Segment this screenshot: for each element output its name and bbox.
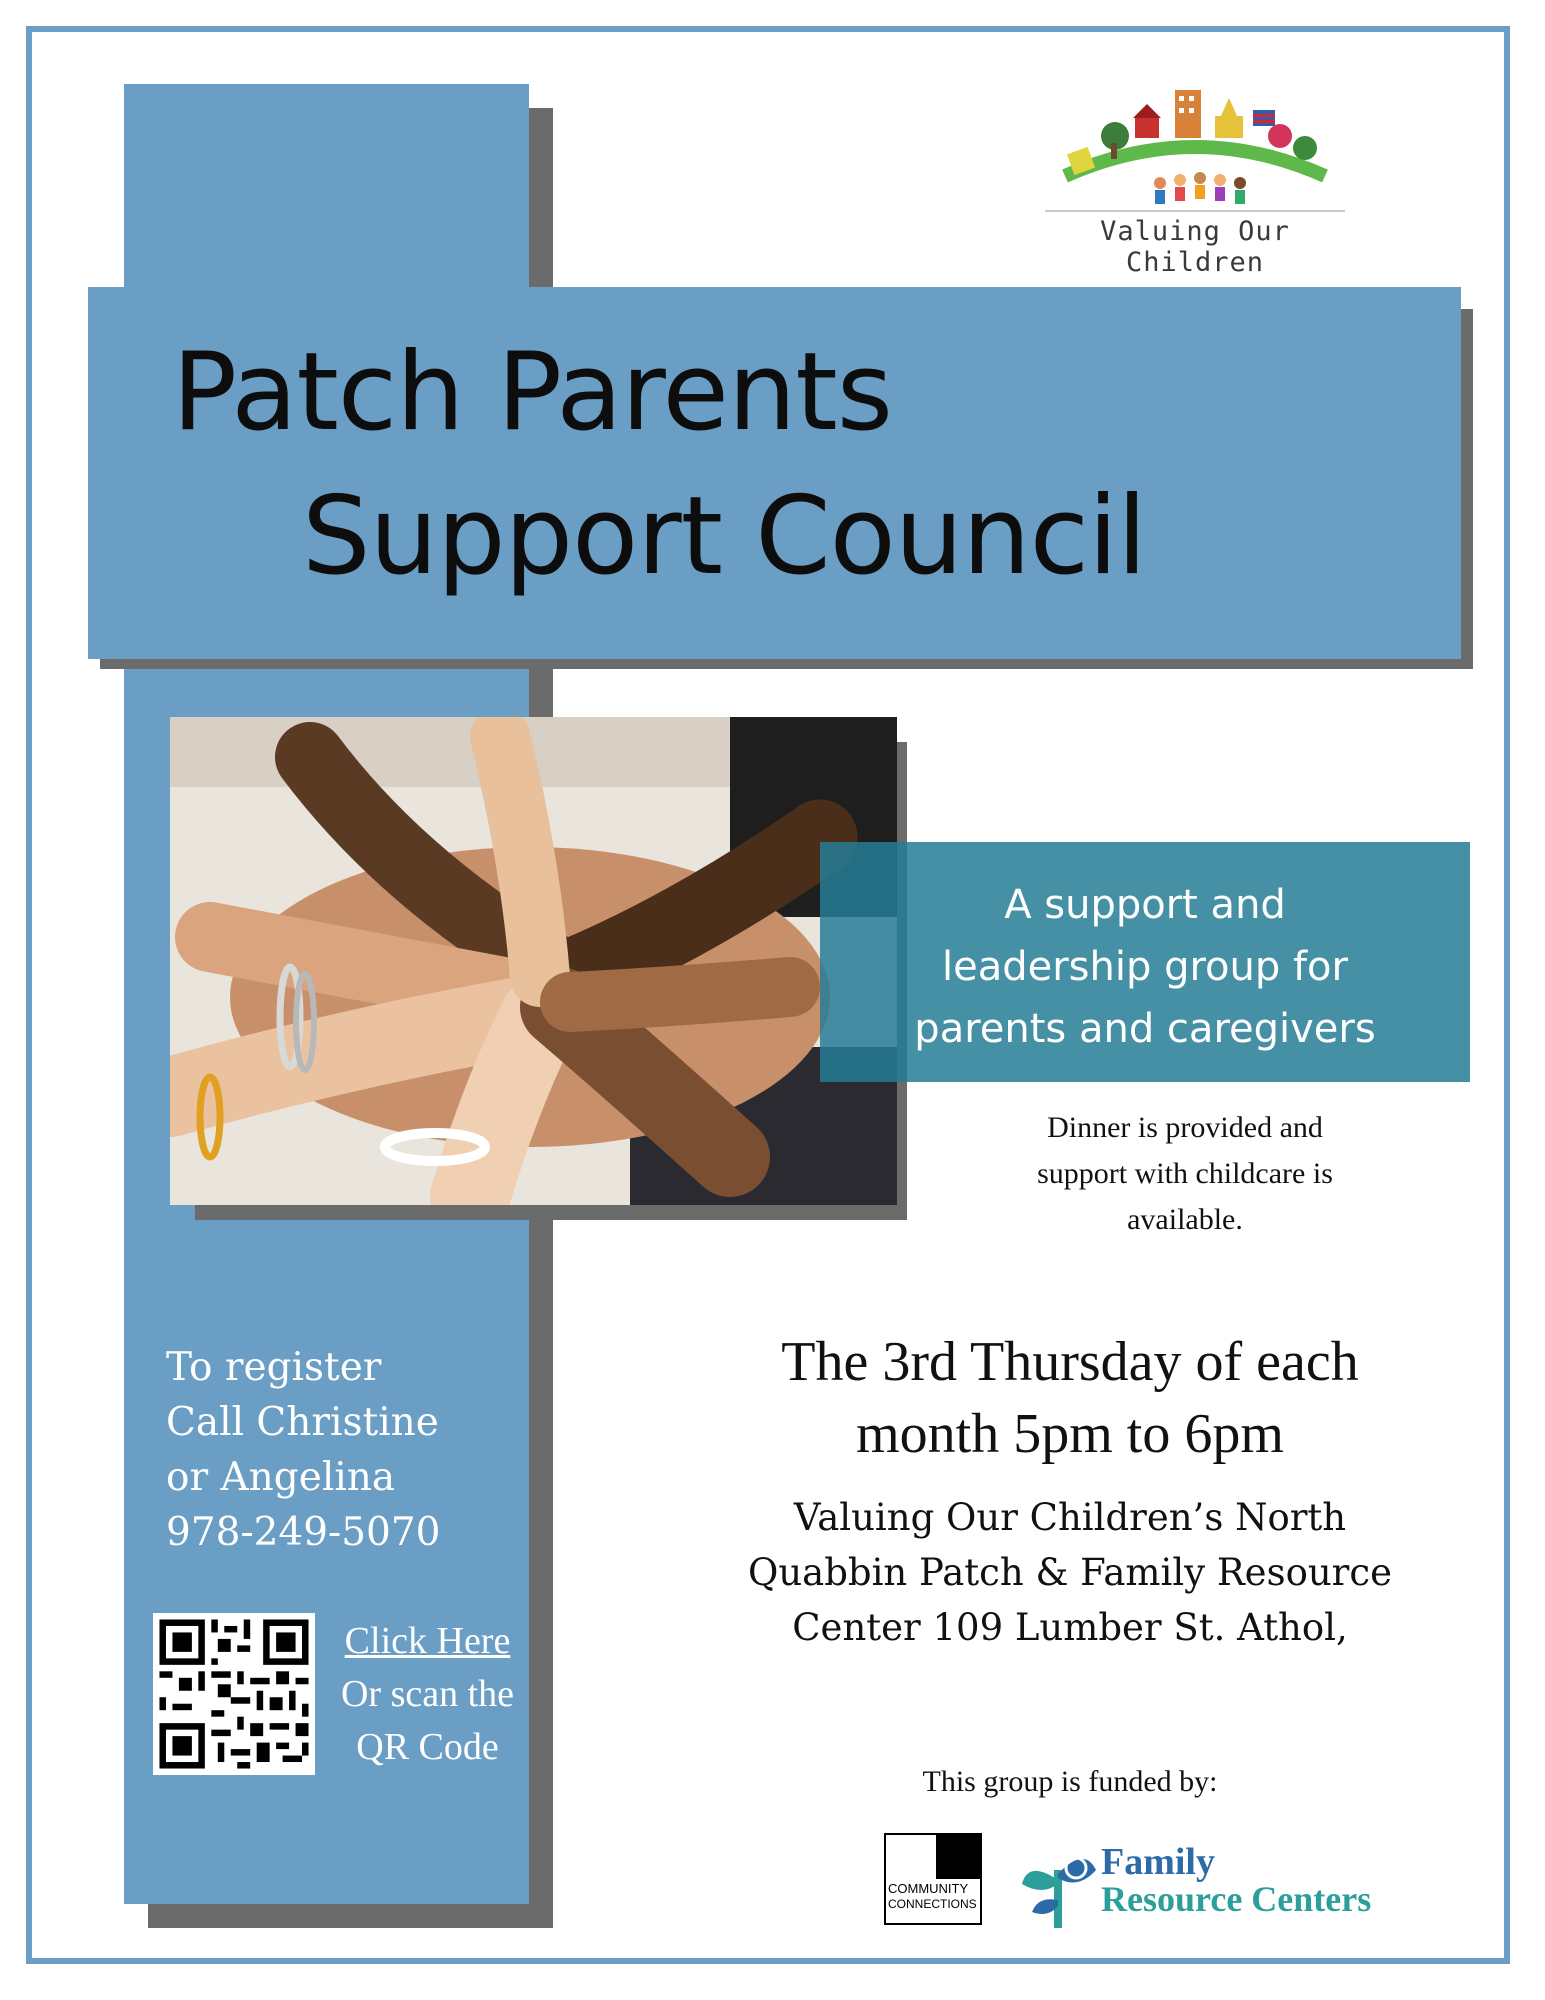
- register-line: or Angelina: [166, 1455, 396, 1500]
- register-info: [166, 1340, 441, 1560]
- signup-info: [330, 1615, 525, 1774]
- phone-number: 978-249-5070: [166, 1510, 441, 1555]
- tagline-box: [820, 842, 1470, 1082]
- dinner-line: Dinner is provided and: [1047, 1111, 1323, 1144]
- cc-logo-text-1: COMMUNITY: [888, 1881, 969, 1896]
- dinner-note: [975, 1105, 1395, 1243]
- schedule-line: The 3rd Thursday of each: [781, 1331, 1359, 1393]
- hands-photo-icon: [170, 717, 897, 1205]
- logo-divider: [1045, 210, 1345, 212]
- schedule-line: month 5pm to 6pm: [856, 1403, 1284, 1465]
- scan-line: QR Code: [356, 1726, 499, 1768]
- title-line-2: Support Council: [302, 474, 1147, 599]
- logo-org-name: Valuing Our Children: [1100, 216, 1290, 278]
- sprout-icon: [1018, 1840, 1098, 1930]
- tagline-line: A support and: [1004, 882, 1286, 928]
- title-line-1: Patch Parents: [172, 330, 892, 455]
- meeting-schedule: [700, 1326, 1440, 1470]
- family-resource-centers-logo: [1018, 1840, 1398, 1940]
- dinner-line: available.: [1127, 1203, 1243, 1236]
- click-here-link[interactable]: Click Here: [344, 1620, 511, 1662]
- location-line: Valuing Our Children’s North: [793, 1496, 1347, 1539]
- tagline-line: parents and caregivers: [914, 1006, 1376, 1052]
- meeting-location: [700, 1490, 1440, 1655]
- funded-by-label: This group is funded by:: [922, 1765, 1218, 1798]
- frc-logo-line-1: Family: [1101, 1841, 1215, 1883]
- valuing-our-children-logo: [1035, 88, 1355, 278]
- logo-illustration-icon: [1035, 88, 1355, 213]
- community-connections-logo: [884, 1833, 982, 1925]
- cc-logo-block: [936, 1835, 980, 1879]
- qr-code[interactable]: [153, 1613, 315, 1775]
- register-line: Call Christine: [166, 1400, 439, 1445]
- frc-logo-line-2: Resource Centers: [1101, 1879, 1372, 1919]
- tagline-text: [820, 874, 1470, 1060]
- dinner-line: support with childcare is: [1037, 1157, 1333, 1190]
- tagline-line: leadership group for: [942, 944, 1348, 990]
- cc-logo-text-2: CONNECTIONS: [888, 1897, 977, 1911]
- location-line: Quabbin Patch & Family Resource: [748, 1551, 1392, 1594]
- qr-code-icon: [153, 1613, 315, 1775]
- location-line: Center 109 Lumber St. Athol,: [792, 1606, 1348, 1649]
- scan-line: Or scan the: [340, 1673, 515, 1715]
- register-line: To register: [166, 1345, 382, 1390]
- hands-together-photo: [170, 717, 897, 1205]
